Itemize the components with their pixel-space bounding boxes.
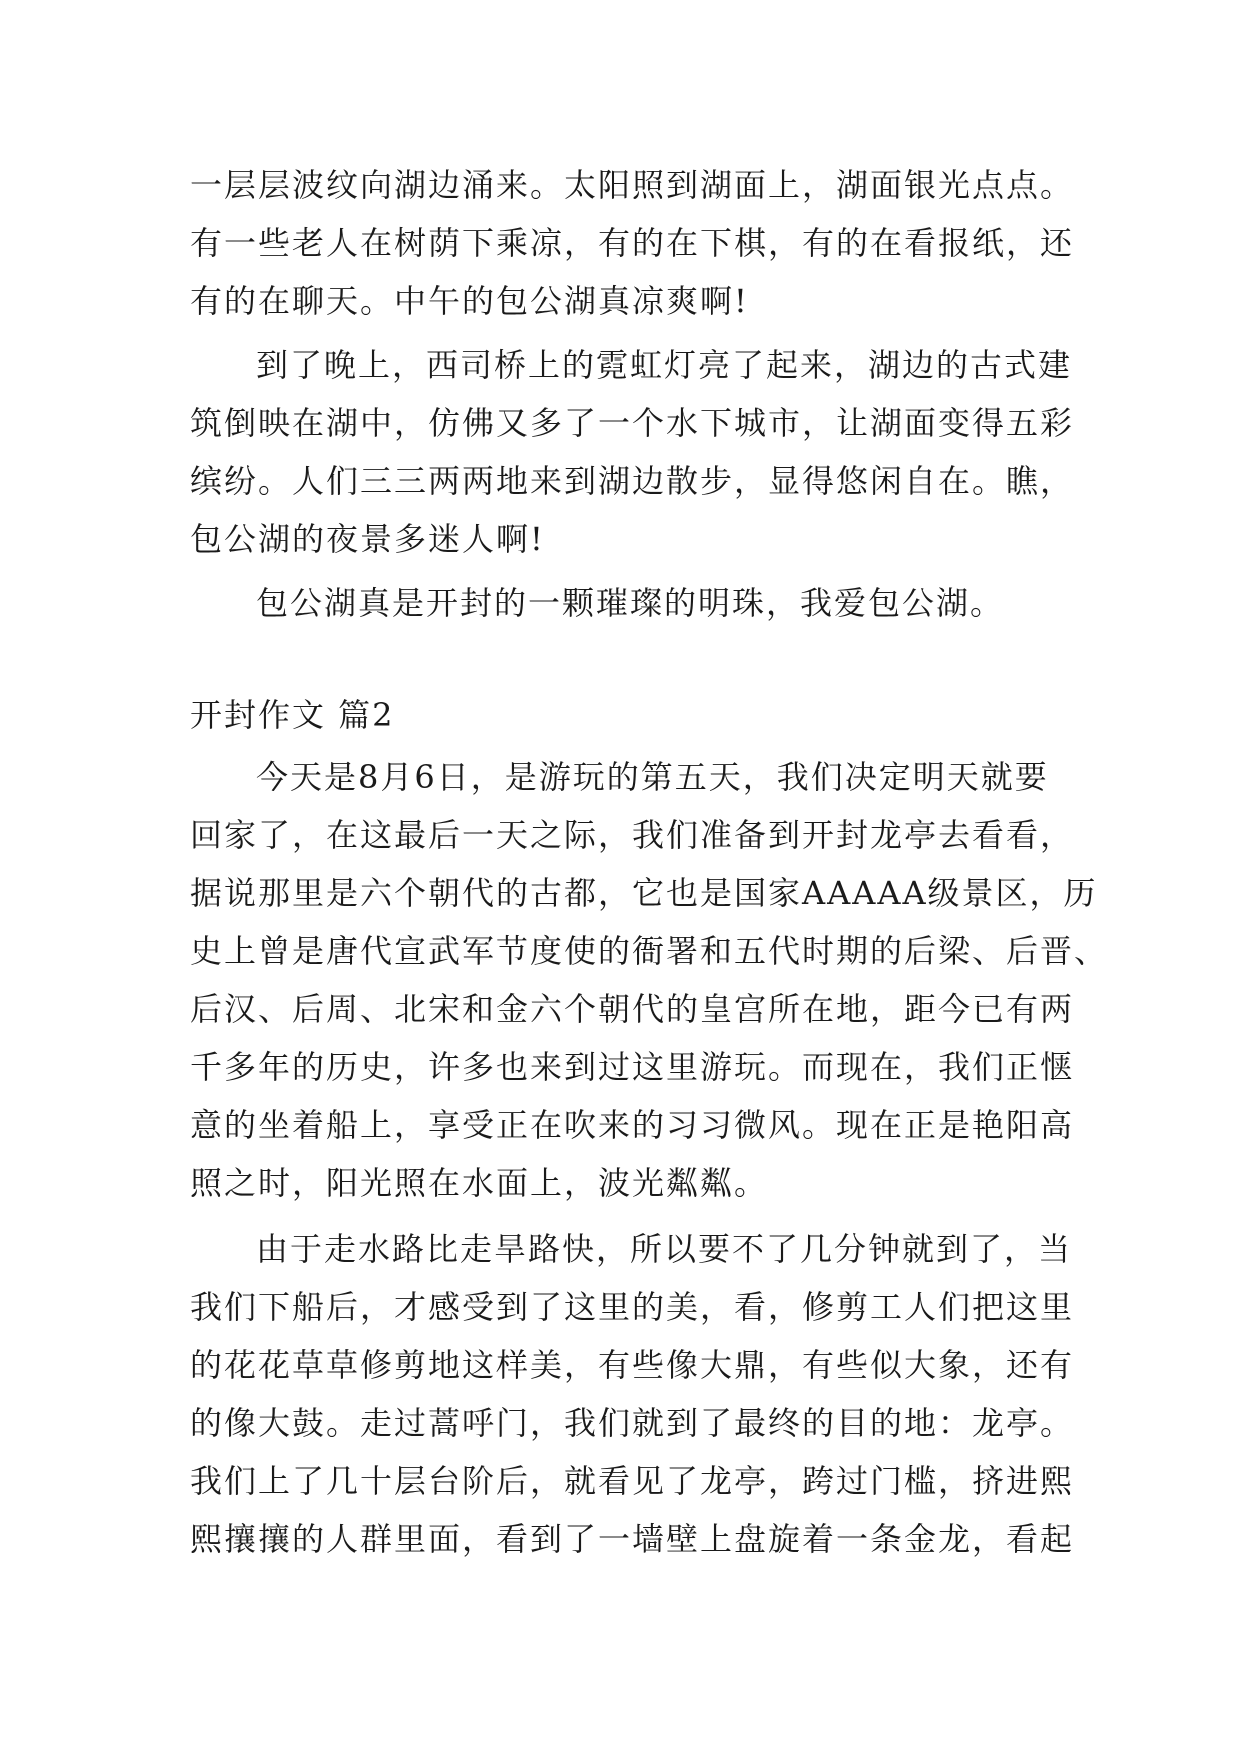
- paragraph-line: 的像大鼓。走过蒿呼门，我们就到了最终的目的地：龙亭。: [190, 1404, 1075, 1442]
- paragraph-line: 一层层波纹向湖边涌来。太阳照到湖面上，湖面银光点点。: [190, 166, 1075, 204]
- paragraph-line: 照之时，阳光照在水面上，波光粼粼。: [190, 1164, 769, 1202]
- paragraph-line: 我们下船后，才感受到了这里的美，看，修剪工人们把这里: [190, 1288, 1075, 1326]
- paragraph-line: 有的在聊天。中午的包公湖真凉爽啊!: [190, 282, 749, 320]
- paragraph-line: 缤纷。人们三三两两地来到湖边散步，显得悠闲自在。瞧，: [190, 462, 1075, 500]
- paragraph-line: 熙攘攘的人群里面，看到了一墙壁上盘旋着一条金龙，看起: [190, 1520, 1075, 1558]
- paragraph-line: 有一些老人在树荫下乘凉，有的在下棋，有的在看报纸，还: [190, 224, 1075, 262]
- paragraph-line: 包公湖的夜景多迷人啊!: [190, 520, 545, 558]
- paragraph-line: 史上曾是唐代宣武军节度使的衙署和五代时期的后梁、后晋、: [190, 932, 1109, 970]
- paragraph-line: 包公湖真是开封的一颗璀璨的明珠，我爱包公湖。: [256, 584, 1005, 622]
- paragraph-line: 筑倒映在湖中，仿佛又多了一个水下城市，让湖面变得五彩: [190, 404, 1075, 442]
- paragraph-line: 我们上了几十层台阶后，就看见了龙亭，跨过门槛，挤进熙: [190, 1462, 1075, 1500]
- paragraph-line: 的花花草草修剪地这样美，有些像大鼎，有些似大象，还有: [190, 1346, 1075, 1384]
- paragraph-line: 据说那里是六个朝代的古都，它也是国家AAAAA级景区，历: [190, 874, 1098, 912]
- paragraph-line: 到了晚上，西司桥上的霓虹灯亮了起来，湖边的古式建: [256, 346, 1073, 384]
- paragraph-line: 后汉、后周、北宋和金六个朝代的皇宫所在地，距今已有两: [190, 990, 1075, 1028]
- paragraph-line: 今天是8月6日，是游玩的第五天，我们决定明天就要: [256, 758, 1049, 796]
- section-heading: 开封作文 篇2: [190, 696, 395, 734]
- paragraph-line: 意的坐着船上，享受正在吹来的习习微风。现在正是艳阳高: [190, 1106, 1075, 1144]
- paragraph-line: 千多年的历史，许多也来到过这里游玩。而现在，我们正惬: [190, 1048, 1075, 1086]
- paragraph-line: 由于走水路比走旱路快，所以要不了几分钟就到了，当: [256, 1230, 1073, 1268]
- paragraph-line: 回家了，在这最后一天之际，我们准备到开封龙亭去看看，: [190, 816, 1075, 854]
